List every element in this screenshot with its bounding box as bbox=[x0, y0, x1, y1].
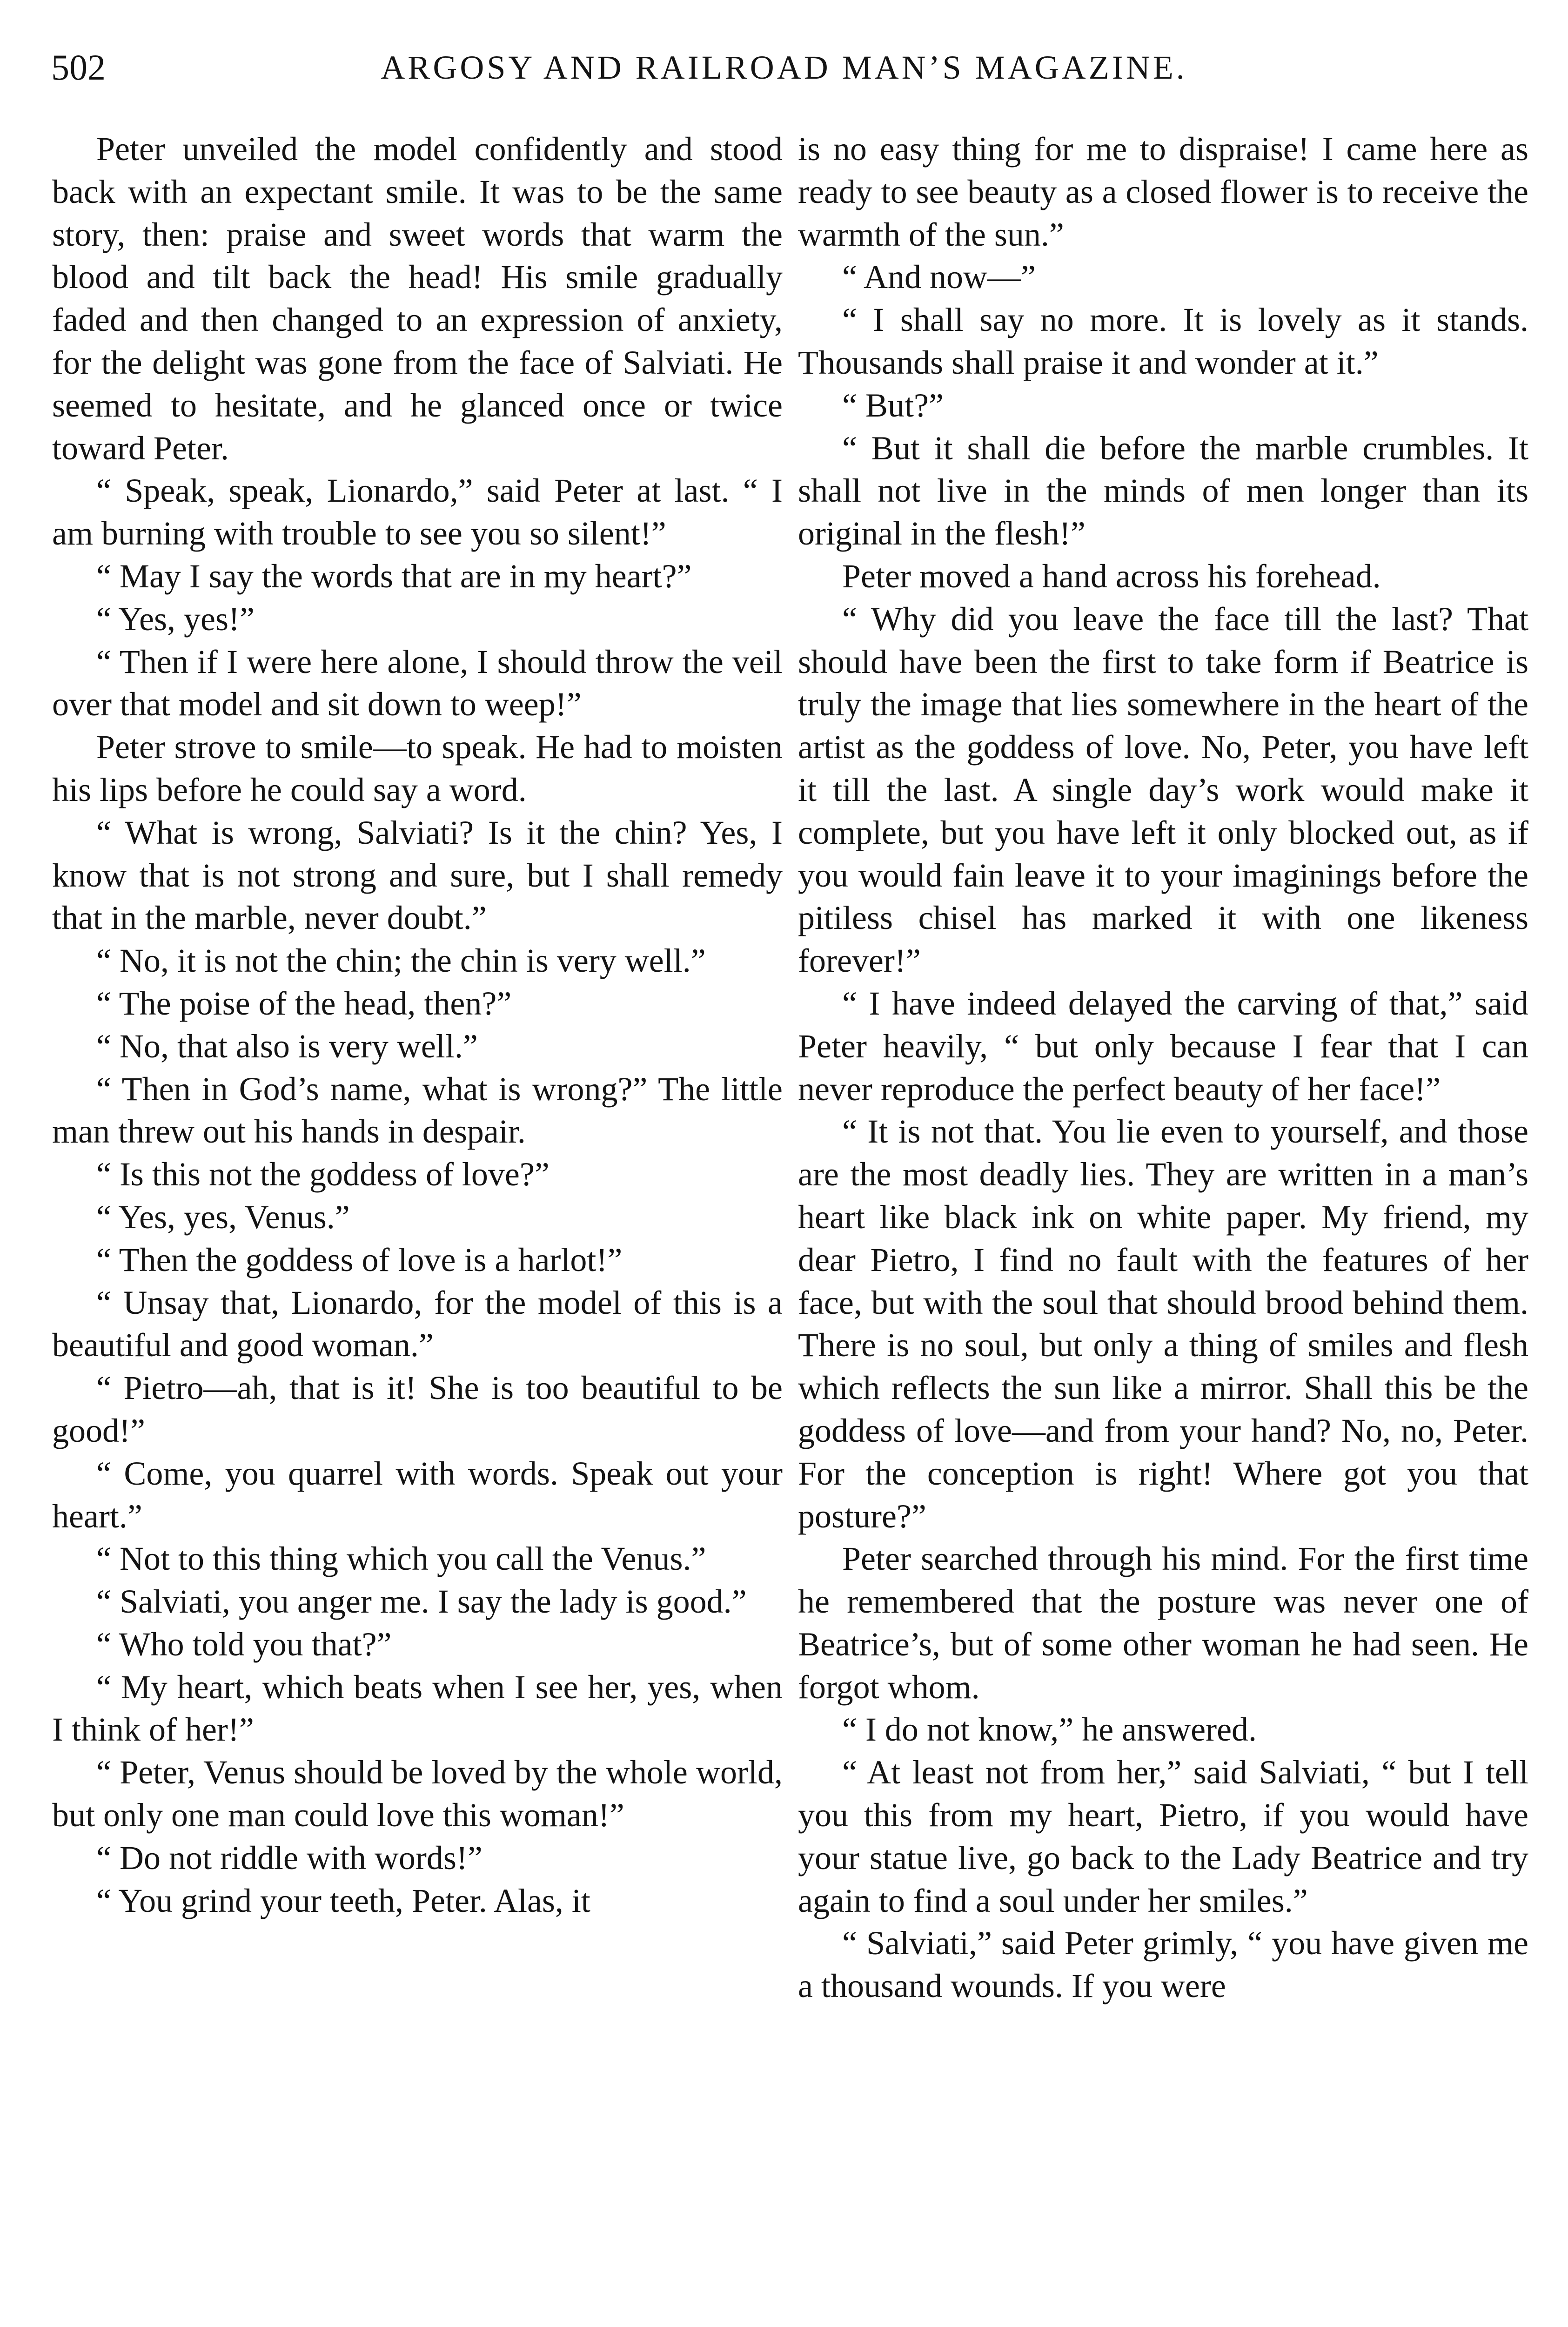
paragraph: “ Who told you that?” bbox=[96, 1625, 392, 1663]
paragraph: “ No, that also is very well.” bbox=[96, 1027, 478, 1065]
paragraph: Peter unveiled the model confidently and stood back with an expectant smile. It was to be the same story, then: praise and sweet words that warm the blood and tilt back the head! His smile gradually faded and then changed to an expression of anxiety, for the delight was gone from the face of Salviati. He seemed to hesitate, and he glanced once or twice toward Peter. bbox=[52, 130, 783, 467]
paragraph: “ And now—” bbox=[842, 258, 1036, 296]
paragraph: “ The poise of the head, then?” bbox=[96, 984, 512, 1022]
paragraph: “ At least not from her,” said Salviati, “ but I tell you this from my heart, Pietro, if you would have your statue live, go back to the Lady Beatrice and try again to find a soul under her smiles.” bbox=[798, 1754, 1528, 1919]
paragraph: “ Salviati, you anger me. I say the lady is good.” bbox=[96, 1583, 747, 1621]
left-column bbox=[52, 128, 783, 1922]
paragraph: “ May I say the words that are in my heart?” bbox=[96, 557, 692, 595]
paragraph: “ But it shall die before the marble crumbles. It shall not live in the minds of men longer than its original in the flesh!” bbox=[798, 429, 1528, 552]
paragraph: “ Then in God’s name, what is wrong?” The little man threw out his hands in despair. bbox=[52, 1070, 783, 1150]
paragraph: “ Speak, speak, Lionardo,” said Peter at last. “ I am burning with trouble to see you so silent!” bbox=[52, 472, 783, 552]
paragraph: “ Then the goddess of love is a harlot!” bbox=[96, 1241, 623, 1278]
paragraph: Peter moved a hand across his forehead. bbox=[842, 557, 1381, 595]
paragraph: “ Salviati,” said Peter grimly, “ you have given me a thousand wounds. If you were bbox=[798, 1924, 1528, 2005]
paragraph: “ I do not know,” he answered. bbox=[842, 1711, 1257, 1749]
paragraph: “ What is wrong, Salviati? Is it the chin? Yes, I know that is not strong and sure, but I shall remedy that in the marble, never doubt.” bbox=[52, 814, 783, 937]
paragraph-continued: is no easy thing for me to dispraise! I came here as ready to see beauty as a closed flower is to receive the warmth of the sun.” bbox=[798, 130, 1528, 253]
right-column bbox=[798, 128, 1528, 2008]
paragraph: “ Not to this thing which you call the Venus.” bbox=[96, 1540, 706, 1578]
paragraph: “ Why did you leave the face till the last? That should have been the first to take form if Beatrice is truly the image that lies somewhere in the heart of the artist as the goddess of love. No, Peter, you have left it till the last. A single day’s work would make it complete, but you have left it only blocked out, as if you would fain leave it to your imaginings before the pitiless chisel has marked it with one likeness forever!” bbox=[798, 600, 1528, 980]
page-number: 502 bbox=[51, 47, 106, 87]
paragraph: “ Pietro—ah, that is it! She is too beautiful to be good!” bbox=[52, 1369, 783, 1449]
paragraph: “ Unsay that, Lionardo, for the model of this is a beautiful and good woman.” bbox=[52, 1284, 783, 1364]
paragraph: “ Do not riddle with words!” bbox=[96, 1839, 482, 1876]
paragraph: “ But?” bbox=[842, 386, 944, 424]
running-title: ARGOSY AND RAILROAD MAN’S MAGAZINE. bbox=[381, 49, 1187, 86]
paragraph: “ My heart, which beats when I see her, yes, when I think of her!” bbox=[52, 1668, 783, 1749]
paragraph: “ You grind your teeth, Peter. Alas, it bbox=[96, 1882, 590, 1919]
page-header bbox=[51, 42, 1517, 98]
paragraph: “ No, it is not the chin; the chin is very well.” bbox=[96, 942, 706, 980]
paragraph: “ Come, you quarrel with words. Speak out your heart.” bbox=[52, 1454, 783, 1535]
paragraph: “ Is this not the goddess of love?” bbox=[96, 1156, 549, 1193]
paragraph: “ Yes, yes, Venus.” bbox=[96, 1198, 350, 1236]
paragraph: “ It is not that. You lie even to yourself, and those are the most deadly lies. They are written in a man’s heart like black ink on white paper. My friend, my dear Pietro, I find no fault with the features of her face, but with the soul that should brood behind them. There is no soul, but only a thing of smiles and flesh which reflects the sun like a mirror. Shall this be the goddess of love—and from your hand? No, no, Peter. For the conception is right! Where got you that posture?” bbox=[798, 1113, 1528, 1535]
paragraph: “ I have indeed delayed the carving of that,” said Peter heavily, “ but only because I fear that I can never reproduce the perfect beauty of her face!” bbox=[798, 984, 1528, 1108]
paragraph: Peter strove to smile—to speak. He had to moisten his lips before he could say a word. bbox=[52, 728, 783, 808]
paragraph: “ Yes, yes!” bbox=[96, 600, 255, 638]
paragraph: “ I shall say no more. It is lovely as it stands. Thousands shall praise it and wonder at it.” bbox=[798, 301, 1528, 381]
paragraph: Peter searched through his mind. For the first time he remembered that the posture was never one of Beatrice’s, but of some other woman he had seen. He forgot whom. bbox=[798, 1540, 1528, 1706]
paragraph: “ Then if I were here alone, I should throw the veil over that model and sit down to weep!” bbox=[52, 643, 783, 723]
paragraph: “ Peter, Venus should be loved by the whole world, but only one man could love this woman!” bbox=[52, 1754, 783, 1834]
